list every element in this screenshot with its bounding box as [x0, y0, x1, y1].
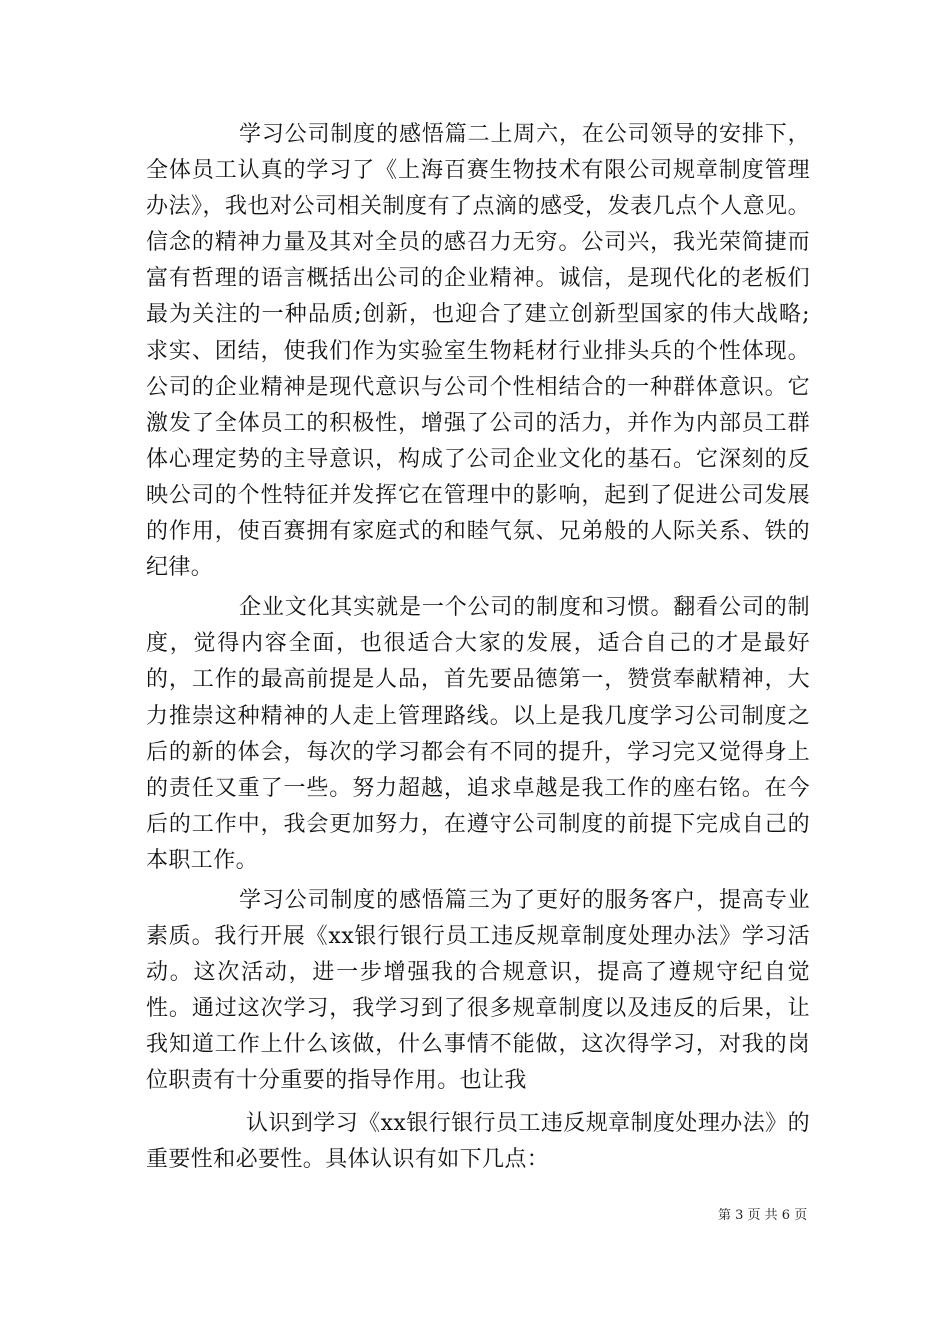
paragraph: 学习公司制度的感悟篇三为了更好的服务客户，提高专业素质。我行开展《xx银行银行员工违反规章制度处理办法》学习活动。这次活动，进一步增强我的合规意识，提高了遵规守纪自觉性。通过这次学习，我学习到了很多规章制度以及违反的后果，让我知道工作上什么该做，什么事情不能做，这次得学习，对我的岗位职责有十分重要的指导作用。也让我 — [146, 887, 810, 1094]
paragraph: 学习公司制度的感悟篇二上周六，在公司领导的安排下，全体员工认真的学习了《上海百赛生物技术有限公司规章制度管理办法》，我也对公司相关制度有了点滴的感受，发表几点个人意见。信念的精神力量及其对全员的感召力无穷。公司兴，我光荣简捷而富有哲理的语言概括出公司的企业精神。诚信，是现代化的老板们最为关注的一种品质;创新，也迎合了建立创新型国家的伟大战略;求实、团结，使我们作为实验室生物耗材行业排头兵的个性体现。公司的企业精神是现代意识与公司个性相结合的一种群体意识。它激发了全体员工的积极性，增强了公司的活力，并作为内部员工群体心理定势的主导意识，构成了公司企业文化的基石。它深刻的反映公司的个性特征并发挥它在管理中的影响，起到了促进公司发展的作用，使百赛拥有家庭式的和睦气氛、兄弟般的人际关系、铁的纪律。 — [146, 122, 810, 581]
paragraph: 企业文化其实就是一个公司的制度和习惯。翻看公司的制度，觉得内容全面，也很适合大家的发展，适合自己的才是最好的，工作的最高前提是人品，首先要品德第一，赞赏奉献精神，大力推崇这种精神的人走上管理路线。以上是我几度学习公司制度之后的新的体会，每次的学习都会有不同的提升，学习完又觉得身上的责任又重了一些。努力超越，追求卓越是我工作的座右铭。在今后的工作中，我会更加努力，在遵守公司制度的前提下完成自己的本职工作。 — [146, 595, 810, 873]
paragraph: 认识到学习《xx银行银行员工违反规章制度处理办法》的重要性和必要性。具体认识有如下几点： — [146, 1110, 810, 1172]
page-number: 第 3 页 共 6 页 — [718, 1208, 808, 1223]
document-body — [146, 117, 810, 1178]
